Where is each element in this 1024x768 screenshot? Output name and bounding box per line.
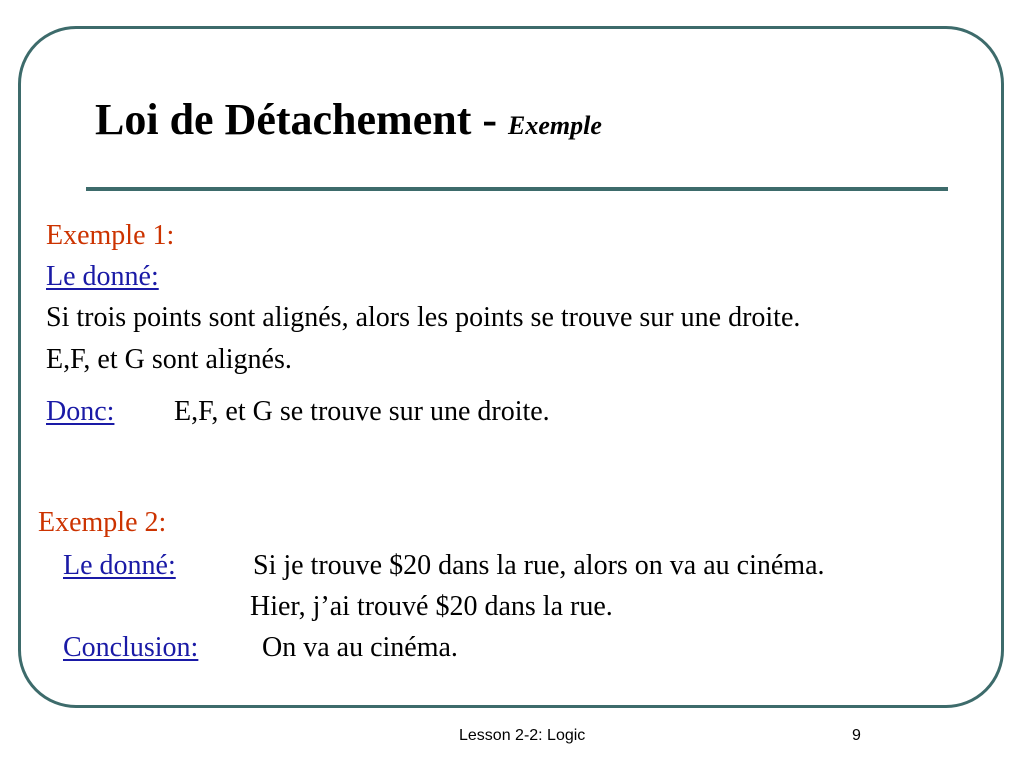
footer-lesson: Lesson 2-2: Logic bbox=[459, 727, 586, 744]
example-2-conclusion-text: On va au cinéma. bbox=[262, 632, 458, 663]
example-2-premise-1: Si je trouve $20 dans la rue, alors on va au cinéma. bbox=[253, 550, 825, 581]
slide-title bbox=[95, 95, 602, 144]
example-1-premise-1: Si trois points sont alignés, alors les points se trouve sur une droite. bbox=[46, 302, 801, 333]
example-2-given-label: Le donné: bbox=[63, 550, 176, 581]
footer-page-number: 9 bbox=[852, 727, 861, 744]
slide-title-text: Loi de Détachement - bbox=[95, 95, 509, 144]
example-1-premise-2: E,F, et G sont alignés. bbox=[46, 344, 292, 375]
example-1-therefore-label: Donc: bbox=[46, 396, 115, 427]
example-1-heading: Exemple 1: bbox=[46, 220, 175, 251]
example-1-given-label: Le donné: bbox=[46, 261, 159, 292]
example-2-heading: Exemple 2: bbox=[38, 507, 167, 538]
example-2-conclusion-label: Conclusion: bbox=[63, 632, 199, 663]
slide-subtitle: Exemple bbox=[508, 111, 602, 140]
example-2-premise-2: Hier, j’ai trouvé $20 dans la rue. bbox=[250, 591, 613, 622]
title-divider bbox=[86, 187, 948, 191]
example-1-therefore-text: E,F, et G se trouve sur une droite. bbox=[174, 396, 550, 427]
